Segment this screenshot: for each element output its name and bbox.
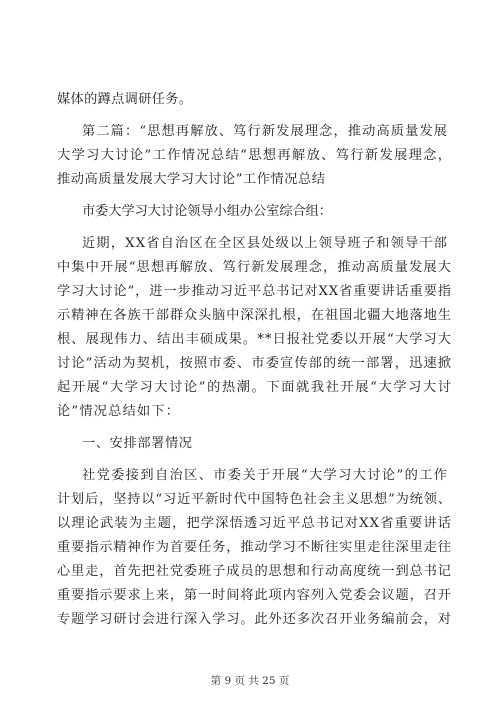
text-line (0, 200, 500, 224)
text-line (0, 144, 500, 168)
text-line-content: 一、安排部署情况 (82, 436, 193, 451)
text-line-content: 讨论”活动为契机，按照市委、市委宣传部的统一部署，迅速掀 (57, 356, 453, 371)
text-line (0, 304, 500, 328)
text-line (0, 232, 500, 256)
text-line (0, 560, 500, 584)
text-line-content: 重要指示要求上来，第一时间将此项内容列入党委会议题，召开 (57, 588, 452, 603)
text-line (0, 168, 500, 192)
text-line (0, 400, 500, 424)
text-line (0, 464, 500, 488)
text-line-content: 重要指示精神作为首要任务，推动学习不断往实里走往深里走往 (57, 540, 452, 555)
text-line-content: 大学习大讨论”工作情况总结“思想再解放、笃行新发展理念， (57, 148, 453, 163)
page-footer: 第 9 页 共 25 页 (210, 675, 290, 687)
text-line (0, 608, 500, 632)
text-line (0, 328, 500, 352)
text-line (0, 432, 500, 456)
text-line (0, 512, 500, 536)
text-line (0, 536, 500, 560)
text-line-content: 起开展“大学习大讨论”的热潮。下面就我社开展“大学习大讨 (57, 380, 453, 395)
text-line (0, 88, 500, 112)
text-line-content: 第二篇：“思想再解放、笃行新发展理念，推动高质量发展 (82, 124, 449, 139)
text-line-content: 论”情况总结如下： (57, 404, 181, 419)
text-line-content: 计划后，坚持以“习近平新时代中国特色社会主义思想”为统领、 (57, 492, 452, 507)
text-line (0, 376, 500, 400)
text-line-content: 中集中开展“思想再解放、笃行新发展理念，推动高质量发展大 (57, 260, 453, 275)
text-line (0, 352, 500, 376)
text-line (0, 256, 500, 280)
text-line-content: 心里走，首先把社党委班子成员的思想和行动高度统一到总书记 (57, 564, 452, 579)
text-line (0, 280, 500, 304)
text-line-content: 根、展现伟力、结出丰硕成果。**日报社党委以开展“大学习大 (57, 332, 453, 347)
text-line (0, 488, 500, 512)
text-line-content: 专题学习研讨会进行深入学习。此外还多次召开业务编前会，对 (57, 612, 452, 627)
text-line-content: 推动高质量发展大学习大讨论”工作情况总结 (57, 172, 326, 187)
text-line-content: 媒体的蹲点调研任务。 (57, 92, 193, 107)
text-line-content: 学习大讨论”，进一步推动习近平总书记对XX省重要讲话重要指 (57, 284, 452, 299)
text-line (0, 584, 500, 608)
text-line-content: 市委大学习大讨论领导小组办公室综合组： (82, 204, 332, 219)
text-line-content: 示精神在各族干部群众头脑中深深扎根，在祖国北疆大地落地生 (57, 308, 452, 323)
text-line-content: 社党委接到自治区、市委关于开展“大学习大讨论”的工作 (82, 468, 449, 483)
text-line-content: 近期，XX省自治区在全区县处级以上领导班子和领导干部 (82, 236, 449, 251)
text-line (0, 120, 500, 144)
text-line-content: 以理论武装为主题，把学深悟透习近平总书记对XX省重要讲话 (57, 516, 453, 531)
